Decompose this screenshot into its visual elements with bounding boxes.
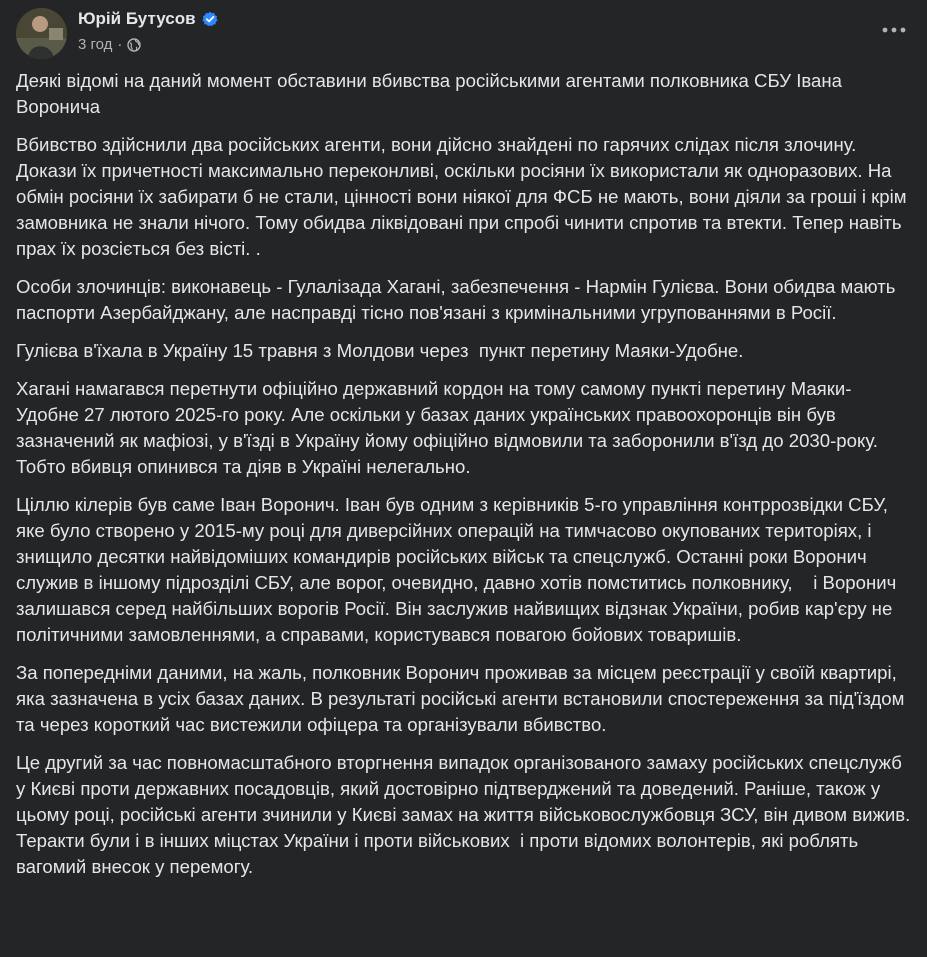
author-name[interactable]: Юрій Бутусов <box>78 9 196 28</box>
post-timestamp[interactable]: 3 год <box>78 36 113 53</box>
post-paragraph: Деякі відомі на даний момент обставини вбивства російськими агентами полковника СБУ Івана Воронича <box>16 70 848 117</box>
verified-badge-icon <box>202 11 218 27</box>
meta-separator: · <box>117 36 123 53</box>
avatar-photo-icon <box>16 8 67 59</box>
post-paragraph: Особи злочинців: виконавець - Гулалізада Хагані, забезпечення - Нармін Гулієва. Вони обидва мають паспорти Азербайджану, але насправді тісно пов'язані з кримінальними угрупованнями в Росії. <box>16 276 901 323</box>
post-paragraph: Це другий за час повномасштабного вторгнення випадок організованого замаху російських спецслужб у Києві проти державних посадовців, який достовірно підтверджений та доведений. Раніше, також у цьому році, російські агенти зчинили у Києві замах на життя військовослужбовця ЗСУ, він дивом вижив. Теракти були і в інших міцстах України і проти військових і проти відомих волонтерів, які роблять вагомий внесок у перемогу. <box>16 752 916 877</box>
globe-icon[interactable] <box>127 38 141 52</box>
post-meta <box>78 36 141 53</box>
post-paragraph: За попередніми даними, на жаль, полковник Воронич проживав за місцем реєстрації у своїй квартирі, яка зазначена в усіх базах даних. В результаті російські агенти встановили спостереження за під'їздом та через короткий час вистежили офіцера та організували вбивство. <box>16 662 910 735</box>
post-paragraph: Хагані намагався перетнути офіційно державний кордон на тому самому пункті перетину Маяки-Удобне 27 лютого 2025-го року. Але оскільки у базах даних українських правоохоронців він був зазначений як мафіозі, у в'їзді в Україну йому офіційно відмовили та заборонили в'їзд до 2030-року. Тобто вбивця опинився та діяв в Україні нелегально. <box>16 378 884 477</box>
post-body <box>16 68 916 892</box>
more-horizontal-icon <box>882 27 906 33</box>
post-paragraph: Вбивство здійснили два російських агенти, вони дійсно знайдені по гарячих слідах після злочину. Докази їх причетності максимально переконливі, оскільки росіяни їх використали як одноразових. На обмін росіяни їх забирати б не стали, цінності вони ніякої для ФСБ не мають, вони діяли за гроші і крім замовника не знали нічого. Тому обидва ліквідовані при спробі чинити спротив та втекти. Тепер навіть прах їх розсіється без вісті. . <box>16 134 912 259</box>
avatar[interactable] <box>16 8 67 59</box>
post-paragraph: Гулієва в'їхала в Україну 15 травня з Молдови через пункт перетину Маяки-Удобне. <box>16 340 744 361</box>
post-paragraph: Ціллю кілерів був саме Іван Воронич. Іван був одним з керівників 5-го управління контррозвідки СБУ, яке було створено у 2015-му році для диверсійних операцій на тимчасово окупованих територіях, і знищило десятки найвідоміших командирів російських військ та спецслужб. Останні роки Воронич служив в іншому підрозділі СБУ, але ворог, очевидно, давно хотів помститись полковнику, і Воронич залишався серед найбільших ворогів Росії. Він заслужив найвищих відзнак України, робив кар'єру не політичними замовленнями, а справами, користувався повагою бойових товаришів. <box>16 494 902 645</box>
author-row <box>78 9 218 29</box>
more-options-button[interactable] <box>879 18 909 42</box>
post-header <box>16 4 911 60</box>
